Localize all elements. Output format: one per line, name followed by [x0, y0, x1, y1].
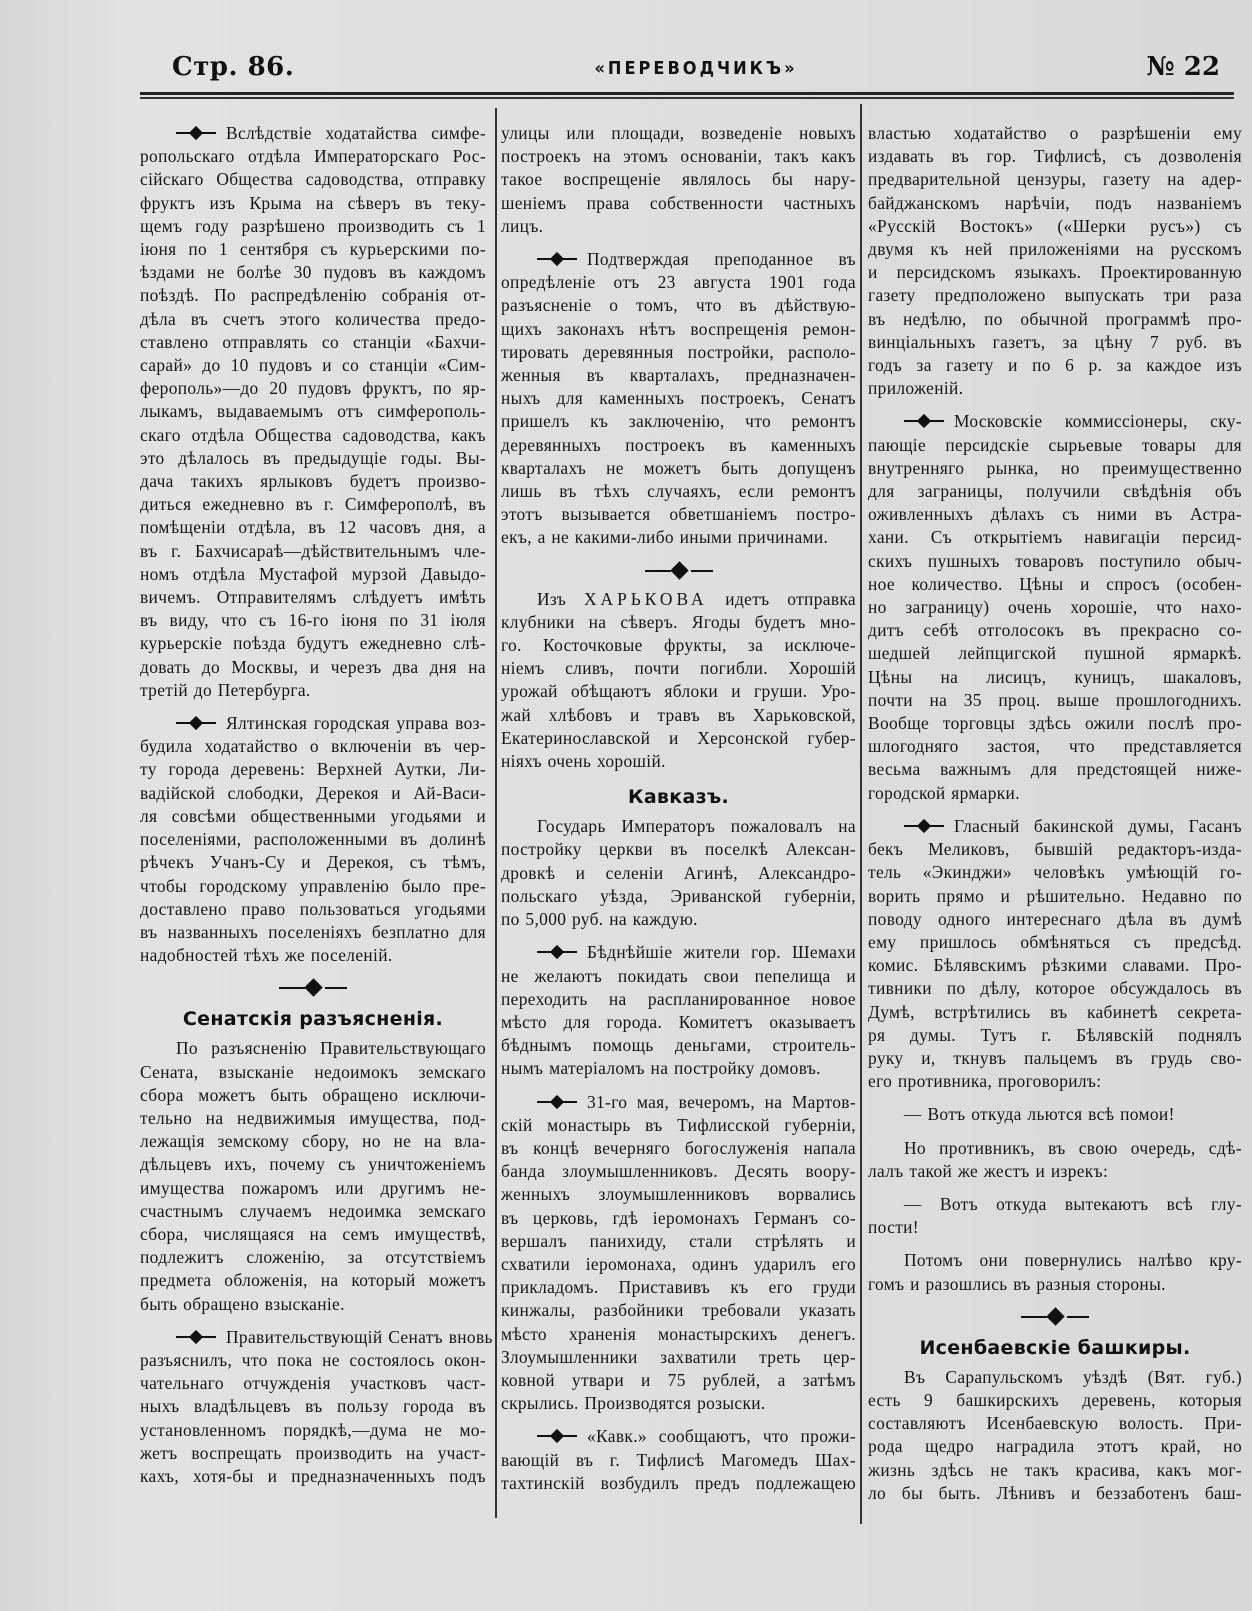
- article-line: вичемъ. Отправителямъ слѣдуетъ имѣть: [140, 587, 486, 608]
- article-line: нымъ матеріаломъ на постройку домовъ.: [501, 1058, 821, 1079]
- article-line: Но противникъ, въ свою очередь, сдѣ-: [904, 1137, 1242, 1158]
- article-line: вершалъ панихиду, стали стрѣлять и: [501, 1230, 856, 1251]
- article-line: кварталахъ не можетъ быть допущенъ: [501, 457, 856, 478]
- article-line: но заграницу) очень хорошіе, что нахо-: [868, 597, 1242, 618]
- article-emperor-churches: [501, 815, 856, 931]
- article-line: банда злоумышленниковъ. Десять воору-: [501, 1161, 856, 1182]
- article-line: комис. Бѣлявскимъ рѣзкими славами. Про-: [868, 955, 1242, 976]
- article-line: [501, 941, 856, 964]
- article-senate-duma-cont: [501, 122, 856, 238]
- article-line: построекъ на этомъ основаніи, такъ какъ: [501, 146, 856, 167]
- article-line: разъяснилъ, что пока не состоялось окон-: [140, 1349, 486, 1370]
- article-line: сбора можетъ быть обращено исключи-: [140, 1084, 486, 1105]
- article-line: ферополь»—до 20 пудовъ фруктъ, по яр-: [140, 378, 486, 399]
- article-line: Государь Императоръ пожаловалъ на: [537, 816, 856, 837]
- article-line: двумя къ ней приложеніями на русскомъ: [868, 239, 1242, 260]
- article-line: пости!: [868, 1217, 919, 1238]
- article-line-text: Ялтинская городская управа воз-: [226, 713, 486, 734]
- article-line: для заграницы, получили свѣдѣнія объ: [868, 481, 1242, 502]
- article-line: тировать деревянныя постройки, располо-: [501, 341, 856, 362]
- article-line: пришелъ къ заключенію, что ремонтъ: [501, 411, 856, 432]
- article-line: есть 9 башкирскихъ деревень, которыя: [868, 1389, 1242, 1410]
- article-line: тель «Экинджи» человѣкъ умѣющій го-: [868, 862, 1242, 883]
- divider-dash-right: [691, 570, 713, 572]
- article-monastery-robbery: [501, 1091, 856, 1416]
- article-line: предварительной цензуры, газету на адер-: [868, 169, 1242, 190]
- diamond-icon: [1046, 1307, 1064, 1325]
- diamond-bullet-icon: [537, 1429, 577, 1443]
- article-line: помѣщеніи отдѣла, въ 12 часовъ дня, а: [140, 517, 486, 538]
- column-divider-2: [860, 104, 862, 1524]
- article-line: ему пришлось обмѣняться съ предсѣд.: [868, 931, 1242, 952]
- column-right: [868, 122, 1242, 1515]
- article-line: шедшей лейпцигской пушной ярмаркѣ.: [868, 643, 1242, 664]
- article-line: дровкѣ и селеніи Агинѣ, Александро-: [501, 862, 856, 883]
- article-line: въ недѣлю, по обычной программѣ про-: [868, 308, 1242, 329]
- article-line: улицы или площади, возведеніе новыхъ: [501, 123, 856, 143]
- article-line: переходить на распланированное новое: [501, 988, 856, 1009]
- divider-dash-right: [325, 987, 347, 989]
- article-line: Вообще торговцы здѣсь ожили послѣ про-: [868, 713, 1242, 734]
- diamond-bullet-icon: [537, 252, 577, 266]
- article-line: рѣчекъ Учанъ-Су и Дерекоя, съ тѣмъ,: [140, 852, 486, 873]
- article-baku-duma: [868, 815, 1242, 1093]
- article-line: разъясненіе о томъ, что въ дѣйствую-: [501, 295, 856, 316]
- article-tiflis-newspaper-cont: [868, 122, 1242, 400]
- diamond-bullet-icon: [537, 945, 577, 959]
- article-line: это дѣлалось въ предыдущіе годы. Вы-: [140, 447, 486, 468]
- diamond-bullet-icon: [904, 819, 944, 833]
- article-line: винціальныхъ газетъ, за цѣну 7 руб. въ: [868, 331, 1242, 352]
- article-line: тельно на недвижимыя имущества, под-: [140, 1107, 486, 1128]
- article-kharkov-body: [501, 611, 856, 773]
- divider-dash-left: [1021, 1316, 1047, 1318]
- article-line: номъ отдѣла Мустафой мурзой Давыдо-: [140, 563, 486, 584]
- issue-number: № 22: [1146, 52, 1220, 82]
- article-line: ныхъ для каменныхъ построекъ, Сенатъ: [501, 388, 856, 409]
- article-line: составляютъ Исенбаевскую волость. При-: [868, 1413, 1242, 1434]
- page-number: Стр. 86.: [172, 52, 295, 82]
- article-line: установленномъ порядкѣ,—дума не мо-: [140, 1419, 486, 1440]
- article-line: жизнь здѣсь не такъ красива, какъ мог-: [868, 1459, 1242, 1480]
- article-line: городской ярмарки.: [868, 782, 1020, 803]
- article-line-text: Московскіе коммиссіонеры, ску-: [954, 411, 1242, 432]
- article-line: въ церковь, гдѣ іеромонахъ Германъ со-: [501, 1207, 856, 1228]
- article-line: тахтинскій возбудилъ предъ подлежащею: [501, 1472, 856, 1493]
- article-line: подлежитъ сложенію, за отсутствіемъ: [140, 1247, 486, 1268]
- article-senate-duma: [140, 1326, 493, 1488]
- article-line: внутренняго рынка, но преимущественно: [868, 457, 1242, 478]
- article-line: доставлено право пользоваться угодьями: [140, 898, 486, 919]
- article-line: ту города деревень: Верхней Аутки, Ли-: [140, 759, 486, 780]
- article-line: вадійской слободки, Дерекоя и Ай-Васи-: [140, 782, 486, 803]
- article-line: кинжалы, разбойники требовали указать: [501, 1300, 856, 1321]
- article-line: по 5,000 руб. на каждую.: [501, 909, 698, 930]
- article-line: весьма важнымъ для предстоящей ниже-: [868, 759, 1242, 780]
- article-yalta-council: [140, 712, 486, 967]
- article-line: сарай» до 10 пудовъ и со станціи «Сим-: [140, 355, 486, 376]
- article-line: поводу одного интереснаго дѣла въ думѣ: [868, 908, 1242, 929]
- column-divider-1: [495, 108, 497, 1518]
- article-line: сбора, числящаяся на семъ имуществѣ,: [140, 1223, 486, 1244]
- article-senate-tax: [140, 1037, 486, 1315]
- article-line: схватили іеромонаха, одинъ ударилъ его: [501, 1253, 856, 1274]
- article-line: этотъ вызывается обветшаніемъ постро-: [501, 504, 856, 525]
- article-line: екъ, а не какими-либо иными причинами.: [501, 527, 829, 548]
- article-line: польскаго уѣзда, Эриванской губерніи,: [501, 885, 856, 906]
- article-line: будила ходатайство о включеніи въ чер-: [140, 736, 486, 757]
- article-baku-duma-reply: [868, 1137, 1242, 1183]
- article-line: щихъ законахъ нѣтъ воспрещенія ремон-: [501, 318, 856, 339]
- article-line: кахъ, хотя-бы и предназначенныхъ подъ: [140, 1465, 486, 1486]
- article-moscow-commissioners: [868, 410, 1242, 804]
- article-line: ря думы. Тутъ г. Бѣлявскій поднялъ: [868, 1024, 1242, 1045]
- article-baku-duma-end: [868, 1249, 1242, 1295]
- article-line: лицъ.: [501, 215, 544, 236]
- article-line: [868, 410, 1242, 433]
- article-line: Цѣны на лисицъ, куницъ, шакаловъ,: [868, 666, 1242, 687]
- article-line: [501, 1091, 856, 1114]
- article-line: прикладомъ. Приставивъ къ его груди: [501, 1277, 856, 1298]
- article-line: лалъ такой же жестъ и изрекъ:: [868, 1160, 1109, 1181]
- diamond-bullet-icon: [904, 414, 944, 428]
- diamond-bullet-icon: [176, 126, 216, 140]
- diamond-divider-icon: [501, 560, 856, 582]
- article-line: Потомъ они повернулись налѣво кру-: [904, 1250, 1242, 1271]
- article-line-text: Вслѣдствіе ходатайства симфе-: [226, 123, 486, 143]
- article-line: и персидскомъ языкахъ. Проектированную: [868, 262, 1242, 283]
- article-line: имущества пожаромъ или другимъ не-: [140, 1177, 486, 1198]
- article-line: [501, 248, 856, 271]
- article-line: въ названныхъ поселеніяхъ безплатно для: [140, 921, 486, 942]
- article-line: деревянныхъ построекъ въ каменныхъ: [501, 434, 856, 455]
- article-line: По разъясненію Правительствующаго: [176, 1038, 486, 1059]
- article-line: іюня по 1 сентября съ курьерскими по-: [140, 239, 486, 260]
- column-left: [140, 122, 493, 1498]
- article-line-text: Гласный бакинской думы, Гасанъ: [954, 815, 1242, 836]
- article-line-text: Подтверждая преподанное въ: [587, 249, 856, 270]
- article-line-text: Правительствующій Сенатъ вновь: [226, 1326, 493, 1347]
- article-line: Екатеринославской и Херсонской губер-: [501, 727, 856, 748]
- article-line-text: «Кавк.» сообщаютъ, что прожи-: [587, 1426, 856, 1447]
- article-line: [868, 815, 1242, 838]
- article-line: дѣла въ счетъ этого количества предо-: [140, 308, 486, 329]
- article-line: [140, 1326, 493, 1349]
- article-line: руку и, ткнувъ пальцемъ въ грудь сво-: [868, 1047, 1242, 1068]
- article-line: Думѣ, встрѣтились въ кабинетѣ секрета-: [868, 1001, 1242, 1022]
- divider-dash-left: [279, 987, 305, 989]
- article-line: газету предположено выпускать три раза: [868, 285, 1242, 306]
- article-line: ныхъ владѣльцевъ въ пользу города въ: [140, 1396, 486, 1417]
- article-wooden-buildings: [501, 248, 856, 550]
- article-line: надобностей тѣхъ же поселеній.: [140, 945, 393, 966]
- article-line: въ г. Бахчисараѣ—дѣйствительнымъ чле-: [140, 540, 486, 561]
- article-line: скаго отдѣла Общества садоводства, какъ: [140, 424, 486, 445]
- article-line: го. Косточковые фрукты, за исключе-: [501, 635, 856, 656]
- article-line: рода щедро наградила этотъ край, но: [868, 1436, 1242, 1457]
- article-line: пающіе персидскіе сырьевые товары для: [868, 434, 1242, 455]
- article-line: приложеній.: [868, 378, 964, 399]
- diamond-bullet-icon: [176, 1330, 216, 1344]
- article-isenbaev-bashkirs: [868, 1366, 1242, 1505]
- article-line: клубники на сѣверъ. Ягоды будетъ мно-: [501, 611, 856, 632]
- article-line: хани. Съ открытіемъ навигаціи персид-: [868, 527, 1242, 548]
- article-line: скій монастырь въ Тифлисской губерніи,: [501, 1114, 856, 1135]
- article-line: такое воспрещеніе являлось бы нару-: [501, 169, 856, 190]
- section-heading-caucasus: Кавказъ.: [627, 786, 730, 809]
- article-line: Въ Сарапульскомъ уѣздѣ (Вят. губ.): [904, 1366, 1242, 1387]
- article-line: жетъ воспрещать производить на участ-: [140, 1442, 486, 1463]
- article-line: быть обращено взысканіе.: [140, 1293, 345, 1314]
- article-line-text: Бѣднѣйшіе жители гор. Шемахи: [587, 942, 856, 963]
- article-tiflis-newspaper: [501, 1425, 856, 1495]
- diamond-divider-icon: [140, 977, 486, 999]
- article-line: мѣсто храненія монастырскихъ денегъ.: [501, 1323, 856, 1344]
- article-line: [501, 1425, 856, 1448]
- diamond-bullet-icon: [176, 716, 216, 730]
- article-line: его противника, проговорилъ:: [868, 1071, 1102, 1092]
- article-line: Сената, взысканіе недоимокъ земскаго: [140, 1061, 486, 1082]
- header-rule-thick: [140, 92, 1234, 95]
- article-line: ля совсѣми общественными угодьями и: [140, 805, 486, 826]
- article-shemakha: [501, 941, 856, 1080]
- article-line: дѣльцевъ ихъ, почему съ уничтоженіемъ: [140, 1154, 486, 1175]
- article-line: ставлено отправлять со станціи «Бахчи-: [140, 331, 486, 352]
- article-line: гомъ и разошлись въ разныя стороны.: [868, 1273, 1166, 1294]
- diamond-divider-icon: [868, 1306, 1242, 1328]
- article-line: ное количество. Цѣны и спросъ (особен-: [868, 573, 1242, 594]
- article-line: издавать въ гор. Тифлисѣ, съ дозволенія: [868, 146, 1242, 167]
- section-heading-bashkirs: Исенбаевскіе башкиры.: [919, 1336, 1191, 1359]
- column-middle: [501, 122, 856, 1505]
- article-line: диться ежедневно въ г. Симферополѣ, въ: [140, 494, 486, 515]
- article-line: опредѣленіе отъ 23 августа 1901 года: [501, 272, 856, 293]
- article-line: лыкамъ, выдаваемымъ отъ симферополь-: [140, 401, 486, 422]
- article-line: байджанскомъ нарѣчіи, подъ названіемъ: [868, 192, 1242, 213]
- article-line: мѣсто для города. Комитетъ оказываетъ: [501, 1011, 856, 1032]
- article-line: чтобы городскому управленію было пре-: [140, 875, 486, 896]
- article-line: урожай обѣщаютъ яблоки и груши. Уро-: [501, 681, 856, 702]
- article-line: скрылись. Производятся розыски.: [501, 1393, 766, 1414]
- article-line: Злоумышленники захватили треть цер-: [501, 1346, 856, 1367]
- article-line: [140, 712, 486, 735]
- diamond-bullet-icon: [537, 1095, 577, 1109]
- article-line: счастнымъ случаемъ недоимка земскаго: [140, 1200, 486, 1221]
- section-heading-senate: Сенатскія разъясненія.: [182, 1008, 444, 1031]
- article-line: не желаютъ покидать свои пепелища и: [501, 965, 856, 986]
- diamond-icon: [670, 561, 688, 579]
- article-line: жай хлѣбовъ и травъ въ Харьковской,: [501, 704, 856, 725]
- article-line: властью ходатайство о разрѣшеніи ему: [868, 123, 1242, 143]
- article-line: оживленныхъ дѣлахъ съ ними въ Астра-: [868, 504, 1242, 525]
- article-line: лишь въ тѣхъ случаяхъ, если ремонтъ: [501, 481, 856, 502]
- article-line: дача такихъ ярлыковъ будетъ произво-: [140, 471, 486, 492]
- page-header: [172, 52, 1220, 86]
- city-name: ХАРЬКОВА: [583, 588, 708, 609]
- article-line: въ виду, что съ 16-го іюня по 31 іюля: [140, 610, 486, 631]
- article-line: предмета обложенія, на который можетъ: [140, 1270, 486, 1291]
- article-line: ніемъ сливъ, почти погибли. Хорошій: [501, 658, 856, 679]
- article-line: курьерскіе поѣзда будутъ ежедневно слѣ-: [140, 633, 486, 654]
- divider-dash-left: [645, 570, 671, 572]
- quote-1: [868, 1103, 1242, 1126]
- article-line: довать до Москвы, и черезъ два дня на: [140, 656, 486, 677]
- article-line-text: 31-го мая, вечеромъ, на Мартов-: [587, 1091, 856, 1112]
- article-line: ковной утвари и 75 рублей, а затѣмъ: [501, 1369, 856, 1390]
- article-line: поселеніями, расположенными въ долинѣ: [140, 829, 486, 850]
- article-crimea-fruit: [140, 122, 486, 702]
- article-kharkov: [501, 588, 856, 774]
- article-line: въ концѣ вечерняго богослуженія напала: [501, 1137, 856, 1158]
- article-line: ропольскаго отдѣла Императорскаго Рос-: [140, 146, 486, 167]
- article-line: скихъ пушныхъ товаровъ поступило обыч-: [868, 550, 1242, 571]
- article-line: бекъ Меликовъ, бывшій редакторъ-изда-: [868, 839, 1242, 860]
- quote-2: [868, 1193, 1242, 1239]
- article-line: лежащія земскому сбору, но не на вла-: [140, 1131, 486, 1152]
- article-line: бѣднымъ помощь деньгами, строитель-: [501, 1035, 856, 1056]
- article-line: шлогодняго застоя, что представляется: [868, 736, 1242, 757]
- article-line: ніяхъ очень хорошій.: [501, 751, 666, 772]
- article-line: — Вотъ откуда вытекаютъ всѣ глу-: [904, 1193, 1242, 1214]
- article-line: почти на 35 проц. выше прошлогоднихъ.: [868, 689, 1242, 710]
- article-line: шеніемъ права собственности частныхъ: [501, 192, 856, 213]
- diamond-icon: [304, 979, 322, 997]
- article-line: «Русскій Востокъ» («Шерки русъ») съ: [868, 215, 1242, 236]
- article-line: дитъ себѣ отголосокъ въ прекрасно со-: [868, 620, 1242, 641]
- article-line: Изъ ХАРЬКОВА идетъ отправка: [537, 588, 856, 609]
- article-line: чательнаго отчужденія участковъ част-: [140, 1373, 486, 1394]
- article-line: женныя въ кварталахъ, предназначен-: [501, 365, 856, 386]
- article-line: ѣздами не болѣе 30 пудовъ въ каждомъ: [140, 262, 486, 283]
- article-line: поѣздѣ. По распредѣленію собранія от-: [140, 285, 486, 306]
- article-line: ворить прямо и рѣшительно. Недавно по: [868, 885, 1242, 906]
- article-line: постройку церкви въ поселкѣ Алексан-: [501, 839, 856, 860]
- article-line: третій до Петербурга.: [140, 679, 311, 700]
- article-line: вающій въ г. Тифлисѣ Магомедъ Шах-: [501, 1449, 856, 1470]
- article-line: сійскаго Общества садоводства, отправку: [140, 169, 486, 190]
- article-line: — Вотъ откуда льются всѣ помои!: [904, 1104, 1175, 1125]
- article-line: [140, 122, 486, 145]
- article-line: тивники по дѣлу, которое обсуждалось въ: [868, 978, 1242, 999]
- newspaper-title: «ПЕРЕВОДЧИКЪ»: [594, 58, 798, 79]
- article-line: женныхъ злоумышленниковъ ворвались: [501, 1184, 856, 1205]
- article-line: годъ за газету и по 6 р. за каждое изъ: [868, 355, 1242, 376]
- header-rule-thin: [140, 97, 1234, 99]
- article-line: щемъ году разрѣшено производить съ 1: [140, 215, 486, 236]
- divider-dash-right: [1067, 1316, 1089, 1318]
- article-line: фруктъ изъ Крыма на сѣверъ въ теку-: [140, 192, 486, 213]
- article-line: ло бы быть. Лѣнивъ и беззаботенъ баш-: [868, 1482, 1242, 1503]
